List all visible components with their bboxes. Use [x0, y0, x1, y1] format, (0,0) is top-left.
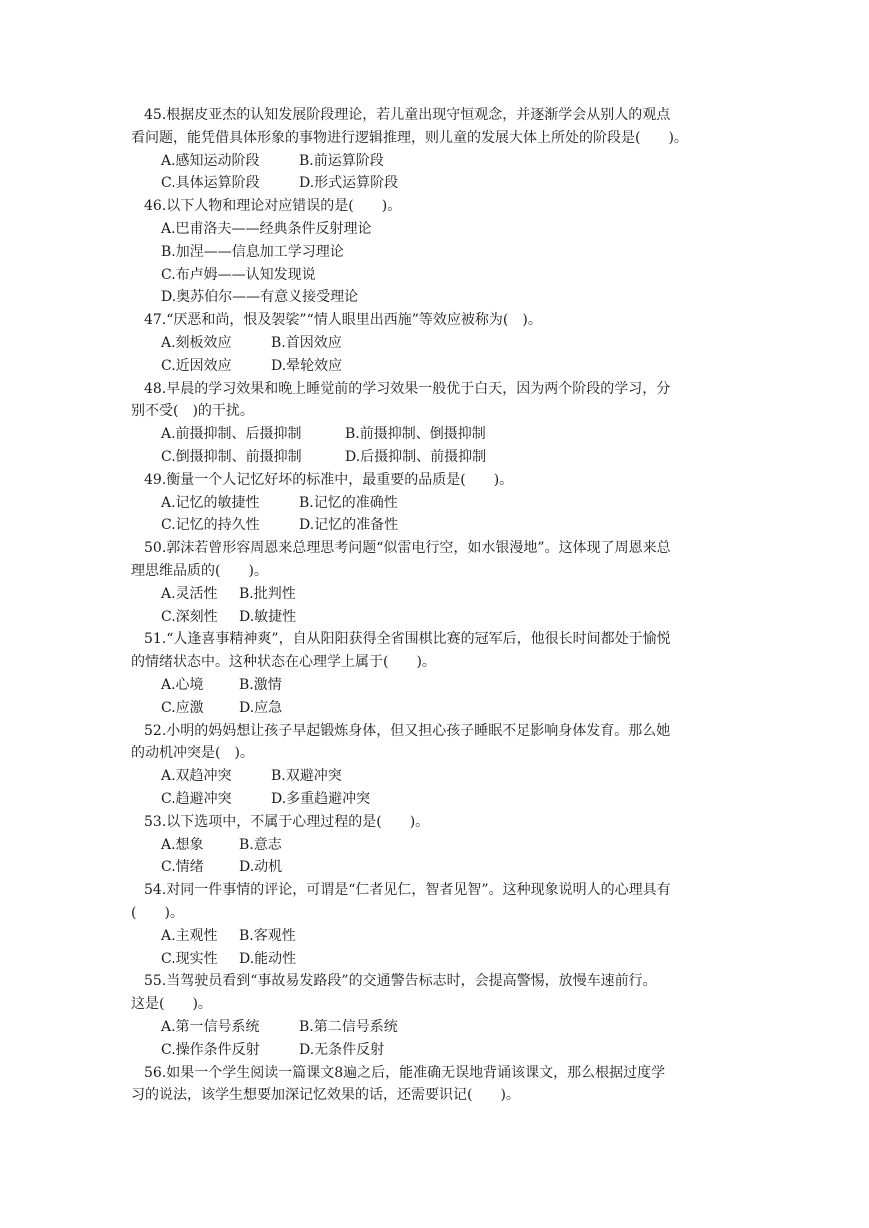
option-row: [161, 514, 398, 537]
question-stem: 54.对同一件事情的评论，可谓是“仁者见仁，智者见智”。这种现象说明人的心理具有: [144, 882, 671, 899]
question-stem: 50.郭沫若曾形容周恩来总理思考问题“似雷电行空，如水银漫地”。这体现了周恩来总: [144, 540, 671, 557]
answer-option: D.多重趋避冲突: [271, 791, 371, 807]
question-stem-continued: 习的说法，该学生想要加深记忆效果的话，还需要识记( )。: [131, 1087, 520, 1104]
question-stem: 47.“厌恶和尚，恨及袈裟”“情人眼里出西施”等效应被称为( )。: [144, 312, 542, 329]
option-row: [161, 241, 344, 264]
answer-option: D.动机: [239, 859, 283, 876]
answer-option: C.具体运算阶段: [161, 175, 260, 192]
option-row: [161, 765, 342, 788]
option-row: [161, 264, 316, 287]
answer-option: B.首因效应: [271, 335, 342, 351]
option-row: [161, 948, 296, 971]
option-row: [161, 697, 282, 720]
answer-option: D.后摄抑制、前摄抑制: [345, 449, 487, 465]
answer-option: B.激情: [239, 677, 282, 693]
answer-option: C.布卢姆——认知发现说: [161, 266, 316, 283]
answer-option: C.记忆的持久性: [161, 517, 260, 534]
option-row: [161, 355, 342, 378]
answer-option: A.巴甫洛夫——经典条件反射理论: [161, 221, 372, 237]
answer-option: A.灵活性: [161, 585, 218, 602]
answer-option: A.心境: [161, 677, 204, 693]
option-row: [161, 925, 296, 948]
answer-option: B.客观性: [239, 927, 296, 944]
answer-option: C.近因效应: [161, 357, 232, 374]
question-stem: 51.“人逢喜事精神爽”，自从阳阳获得全省围棋比赛的冠军后，他很长时间都处于愉悦: [144, 631, 671, 648]
answer-option: A.感知运动阶段: [161, 152, 260, 169]
question-stem: 52.小明的妈妈想让孩子早起锻炼身体，但又担心孩子睡眠不足影响身体发育。那么她: [144, 722, 671, 739]
question-stem: 55.当驾驶员看到“事故易发路段”的交通警告标志时，会提高警惕，放慢车速前行。: [144, 973, 657, 990]
question-stem: 48.早晨的学习效果和晚上睡觉前的学习效果一般优于白天，因为两个阶段的学习，分: [144, 380, 671, 397]
answer-option: C.趋避冲突: [161, 791, 232, 807]
question-stem: 49.衡量一个人记忆好坏的标准中，最重要的品质是( )。: [144, 471, 514, 488]
answer-option: D.无条件反射: [299, 1041, 385, 1058]
question-stem-continued: 看问题，能凭借具体形象的事物进行逻辑推理，则儿童的发展大体上所处的阶段是( )。: [131, 129, 688, 146]
option-row: [161, 423, 486, 446]
question-stem: 53.以下选项中，不属于心理过程的是( )。: [144, 813, 430, 830]
option-row: [161, 788, 370, 811]
answer-option: B.记忆的准确性: [299, 494, 398, 511]
question-stem-continued: 的动机冲突是( )。: [131, 745, 254, 762]
answer-option: B.第二信号系统: [299, 1019, 398, 1035]
question-stem: 46.以下人物和理论对应错误的是( )。: [144, 198, 402, 215]
answer-option: B.前摄抑制、倒摄抑制: [345, 426, 486, 443]
question-stem-continued: 这是( )。: [131, 996, 212, 1013]
option-row: [161, 1016, 398, 1039]
answer-option: D.形式运算阶段: [299, 175, 399, 192]
option-row: [161, 150, 384, 173]
answer-option: A.前摄抑制、后摄抑制: [161, 426, 302, 443]
answer-option: D.应急: [239, 699, 283, 716]
answer-option: D.记忆的准备性: [299, 517, 399, 534]
answer-option: D.奥苏伯尔——有意义接受理论: [161, 289, 359, 306]
question-stem-continued: ( )。: [131, 905, 184, 921]
answer-option: B.前运算阶段: [299, 152, 384, 169]
option-row: [161, 492, 398, 515]
option-row: [161, 583, 296, 606]
answer-option: D.敏捷性: [239, 608, 297, 625]
question-stem: 56.如果一个学生阅读一篇课文8遍之后，能准确无误地背诵该课文，那么根据过度学: [144, 1064, 666, 1081]
answer-option: D.晕轮效应: [271, 357, 343, 374]
question-stem-continued: 的情绪状态中。这种状态在心理学上属于( )。: [131, 654, 436, 671]
answer-option: B.双避冲突: [271, 768, 342, 785]
answer-option: A.双趋冲突: [161, 768, 232, 785]
answer-option: A.第一信号系统: [161, 1019, 260, 1035]
option-row: [161, 674, 282, 697]
option-row: [161, 606, 296, 629]
answer-option: C.倒摄抑制、前摄抑制: [161, 449, 302, 465]
answer-option: C.情绪: [161, 859, 204, 876]
option-row: [161, 834, 282, 857]
option-row: [161, 286, 358, 309]
answer-option: C.现实性: [161, 950, 218, 967]
question-stem-continued: 理思维品质的( )。: [131, 563, 268, 579]
answer-option: C.操作条件反射: [161, 1041, 260, 1058]
answer-option: A.想象: [161, 836, 204, 853]
option-row: [161, 446, 486, 469]
option-row: [161, 172, 398, 195]
answer-option: A.主观性: [161, 927, 218, 944]
option-row: [161, 218, 372, 241]
answer-option: B.意志: [239, 836, 282, 853]
option-row: [161, 1039, 384, 1062]
option-row: [161, 856, 282, 879]
answer-option: C.深刻性: [161, 608, 218, 625]
answer-option: D.能动性: [239, 950, 297, 967]
answer-option: C.应激: [161, 699, 204, 716]
question-stem: 45.根据皮亚杰的认知发展阶段理论，若儿童出现守恒观念，并逐渐学会从别人的观点: [144, 107, 671, 123]
answer-option: B.批判性: [239, 585, 296, 602]
answer-option: B.加涅——信息加工学习理论: [161, 243, 344, 260]
question-stem-continued: 别不受( )的干扰。: [131, 403, 254, 420]
option-row: [161, 332, 342, 355]
answer-option: A.刻板效应: [161, 335, 232, 351]
answer-option: A.记忆的敏捷性: [161, 494, 260, 511]
